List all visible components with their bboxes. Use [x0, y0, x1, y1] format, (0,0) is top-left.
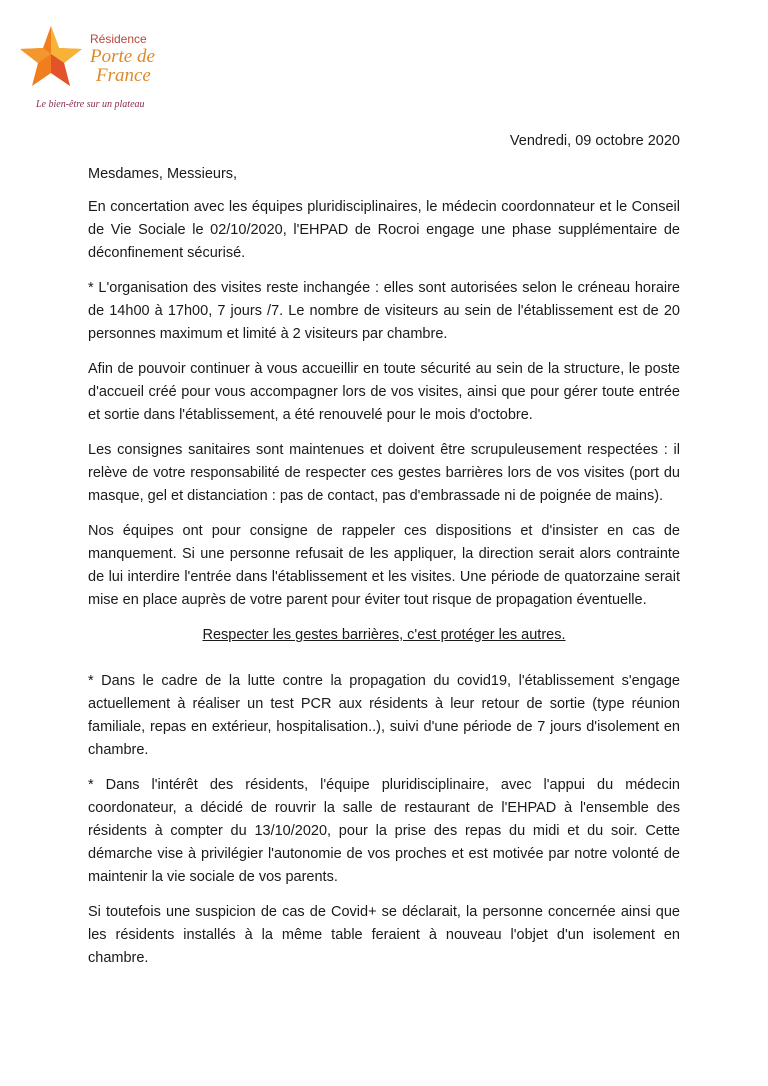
paragraph: Nos équipes ont pour consigne de rappeler ces dispositions et d'insister en cas de manquement. Si une personne refusait de les appliquer, la direction serait alors contrainte de lui interdire l'entrée dans l'établissement et les visites. Une période de quatorzaine serait mise en place auprès de votre parent pour éviter tout risque de propagation éventuelle.	[88, 523, 680, 608]
paragraph: * L'organisation des visites reste inchangée : elles sont autorisées selon le créneau horaire de 14h00 à 17h00, 7 jours /7. Le nombre de visiteurs au sein de l'établissement est de 20 personnes maximum et limité à 2 visiteurs par chambre.	[88, 280, 680, 342]
paragraph: * Dans l'intérêt des résidents, l'équipe pluridisciplinaire, avec l'appui du médecin coordonateur, a décidé de rouvrir la salle de restaurant de l'EHPAD à l'ensemble des résidents à compter du 13/10/2020, pour la prise des repas du midi et du soir. Cette démarche vise à privilégier l'autonomie de vos proches et est motivée par notre volonté de maintenir la vie sociale de vos parents.	[88, 777, 680, 885]
logo-tagline: Le bien-être sur un plateau	[36, 99, 145, 110]
star-icon	[18, 24, 84, 90]
residence-logo	[18, 24, 168, 114]
motto-heading: Respecter les gestes barrières, c'est protéger les autres.	[202, 627, 566, 643]
logo-residence-text: Résidence	[90, 32, 147, 46]
paragraph: En concertation avec les équipes pluridisciplinaires, le médecin coordonnateur et le Conseil de Vie Sociale le 02/10/2020, l'EHPAD de Rocroi engage une phase supplémentaire de déconfinement sécurisé.	[88, 199, 680, 261]
paragraph: * Dans le cadre de la lutte contre la propagation du covid19, l'établissement s'engage actuellement à réaliser un test PCR aux résidents à leur retour de sortie (type réunion familiale, repas en extérieur, hospitalisation..), suivi d'une période de 7 jours d'isolement en chambre.	[88, 673, 680, 758]
letter-date: Vendredi, 09 octobre 2020	[509, 133, 680, 149]
logo-name-line2: France	[96, 65, 151, 86]
paragraph: Si toutefois une suspicion de cas de Covid+ se déclarait, la personne concernée ainsi que les résidents installés à la même table feraient à nouveau l'objet d'un isolement en chambre.	[88, 904, 680, 966]
salutation: Mesdames, Messieurs,	[88, 166, 238, 182]
paragraph: Les consignes sanitaires sont maintenues et doivent être scrupuleusement respectées : il relève de votre responsabilité de respecter ces gestes barrières lors de vos visites (port du masque, gel et distanciation : pas de contact, pas d'embrassade ni de poignée de mains).	[88, 442, 680, 504]
logo-name	[90, 47, 180, 85]
logo-name-line1: Porte de	[90, 46, 155, 67]
paragraph: Afin de pouvoir continuer à vous accueillir en toute sécurité au sein de la structure, le poste d'accueil créé pour vous accompagner lors de vos visites, ainsi que pour gérer toute entrée et sortie dans l'établissement, a été renouvelé pour le mois d'octobre.	[88, 361, 680, 423]
letter-body	[88, 163, 680, 982]
